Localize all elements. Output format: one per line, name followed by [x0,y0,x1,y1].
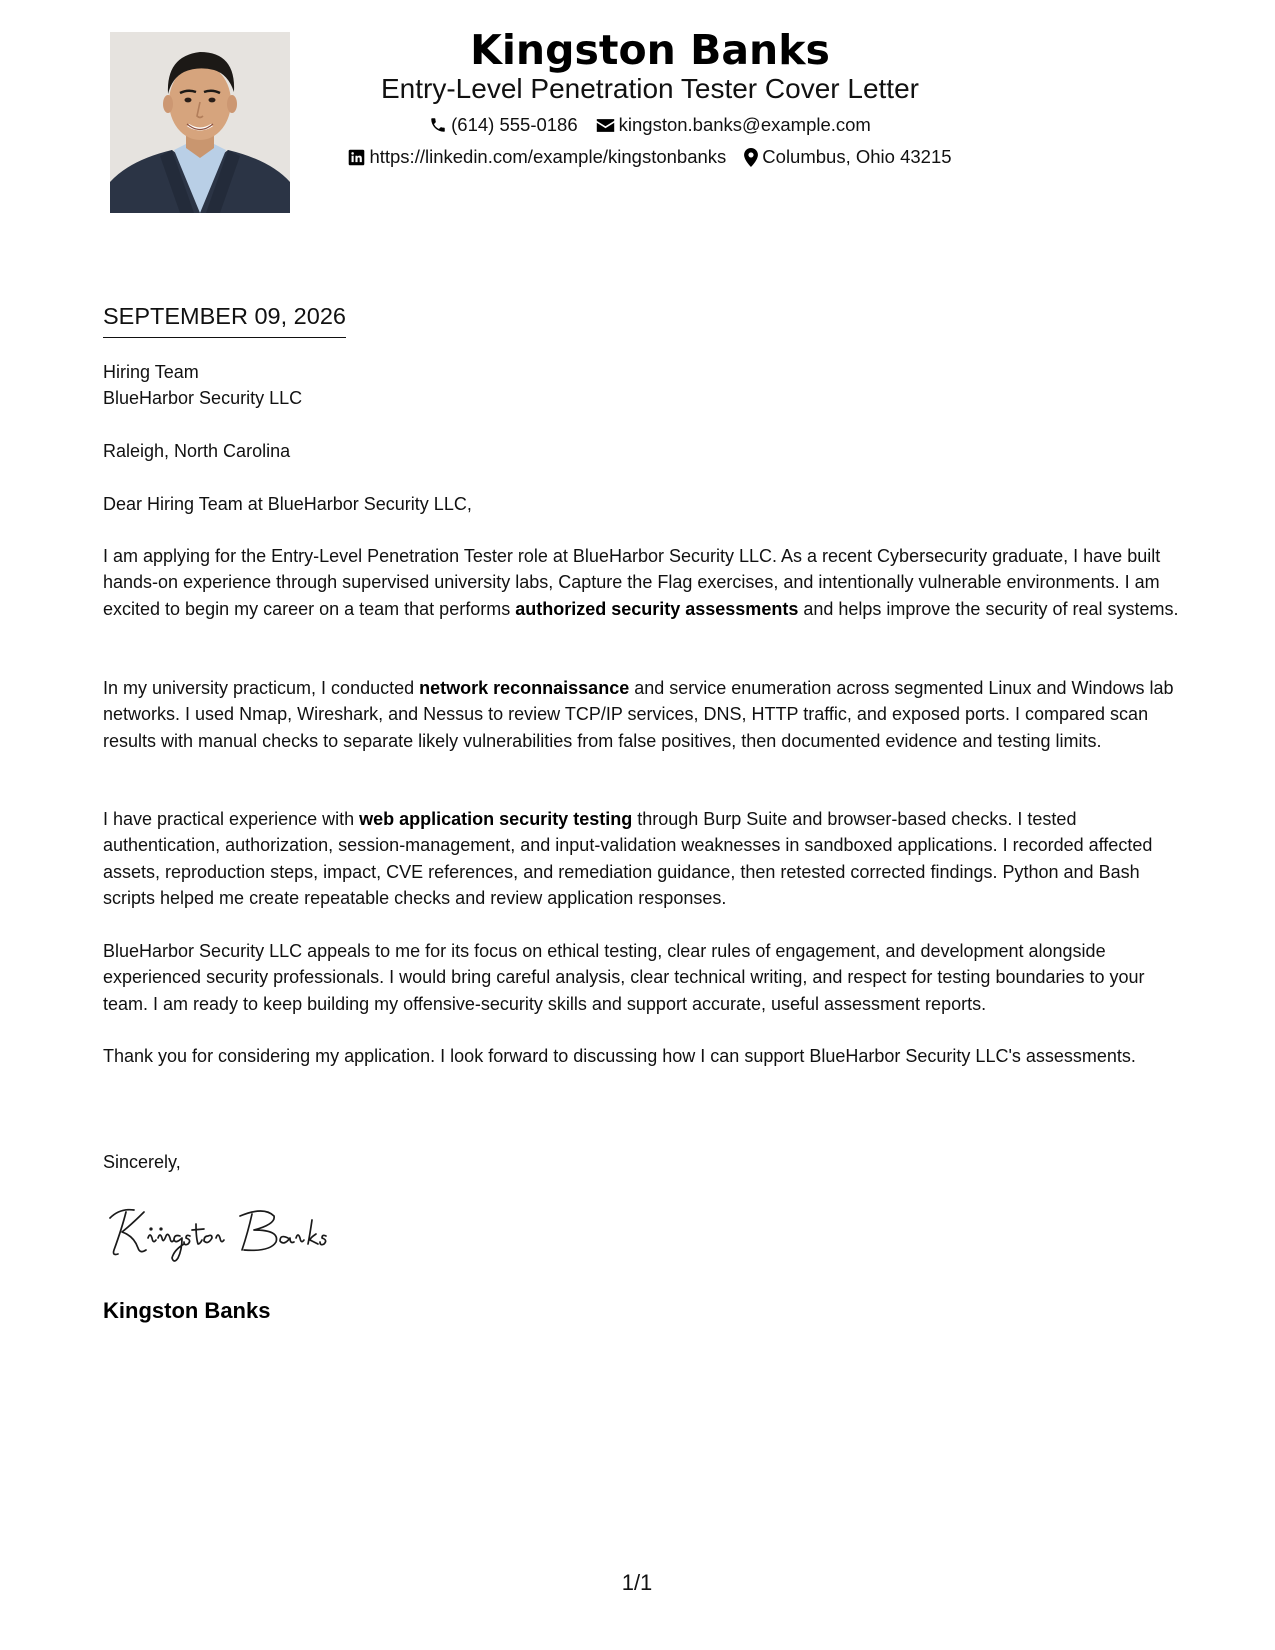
document-title: Entry-Level Penetration Tester Cover Letter [381,73,919,104]
paragraph-2-highlight: network reconnaissance [419,678,630,698]
paragraph-2-text-a: In my university practicum, I conducted [103,678,420,698]
location-text: Columbus, Ohio 43215 [762,146,952,167]
envelope-icon [596,118,615,133]
contact-linkedin[interactable] [348,145,726,169]
paragraph-2 [103,675,1183,754]
recipient-line-3: Raleigh, North Carolina [103,441,291,461]
paragraph-1-text-c: and helps improve the security of real systems. [798,598,1179,619]
handwritten-signature [104,1198,364,1268]
page-number: 1/1 [621,1570,653,1595]
paragraph-3 [103,806,1183,912]
map-pin-icon [744,148,758,167]
paragraph-2-text-c: and service enumeration across segmented Linux and Windows lab networks. I used Nmap, Wireshark, and Nessus to review TCP/IP services, DNS, HTTP traffic, and exposed ports. I compared scan results with manual checks to separate likely vulnerabilities from false positives, then documented evidence and testing limits. [103,678,1174,751]
paragraph-1 [103,543,1183,622]
recipient-line-1: Hiring Team [103,362,199,382]
contact-row-primary [250,113,1050,137]
paragraph-1-highlight: authorized security assessments [515,598,799,619]
paragraph-3-highlight: web application security testing [359,809,633,829]
signer-name: Kingston Banks [103,1298,271,1323]
email-text: kingston.banks@example.com [618,114,871,135]
phone-icon [429,116,447,134]
paragraph-4: BlueHarbor Security LLC appeals to me for its focus on ethical testing, clear rules of engagement, and development alongside experienced security professionals. I would bring careful analysis, clear technical writing, and respect for testing boundaries to your team. I am ready to keep building my offensive-security skills and support accurate, useful assessment reports. [103,941,1145,1014]
recipient-line-2: BlueHarbor Security LLC [103,388,303,408]
paragraph-3-text-c: through Burp Suite and browser-based checks. I tested authentication, authorization, session-management, and input-validation weaknesses in sandboxed applications. I recorded affected assets, reproduction steps, impact, CVE references, and remediation guidance, then retested corrected findings. Python and Bash scripts helped me create repeatable checks and review application responses. [103,809,1153,909]
paragraph-3-text-a: I have practical experience with [103,809,360,829]
contact-location [744,145,951,169]
linkedin-icon [348,149,365,166]
phone-text: (614) 555-0186 [451,114,578,135]
contact-email[interactable] [596,113,871,137]
paragraph-1-text-a: I am applying for the Entry-Level Penetration Tester role at BlueHarbor Security LLC. As a recent Cybersecurity graduate, I have built hands-on experience through supervised university labs, Capture the Flag exercises, and intentionally vulnerable environments. I am excited to begin my career on a team that performs [103,546,1161,619]
linkedin-text: https://linkedin.com/example/kingstonbanks [369,146,727,167]
contact-phone[interactable] [429,113,578,137]
letter-date: SEPTEMBER 09, 2026 [103,300,346,338]
contact-row-secondary [250,145,1050,169]
paragraph-5: Thank you for considering my application. I look forward to discussing how I can support BlueHarbor Security LLC's assessments. [103,1046,1136,1066]
applicant-name: Kingston Banks [470,26,830,74]
salutation: Dear Hiring Team at BlueHarbor Security LLC, [103,494,472,514]
closing: Sincerely, [103,1152,181,1172]
